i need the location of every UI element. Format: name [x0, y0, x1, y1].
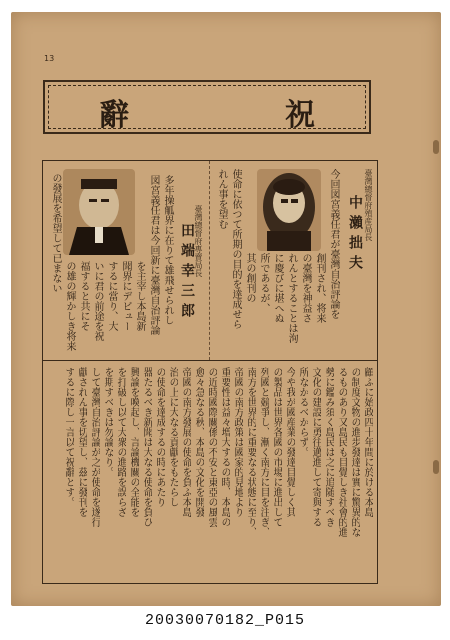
text-column: いに君の前途を祝 — [92, 261, 103, 341]
body-column: 帝國の南方政策は國家的見地より — [232, 367, 243, 517]
body-column: 所なかるべからず。 — [297, 367, 308, 457]
text-column: 今回図宮義任君が臺灣自治評論を — [328, 169, 339, 319]
text-column: 多年操觚界に在りて雄飛せられし — [162, 175, 173, 325]
binding-hole — [433, 140, 439, 154]
person-name: 田端幸三郎 — [179, 223, 195, 323]
text-column: を主宰し本島新 — [134, 261, 145, 331]
text-column: に慶びに堪へぬ — [272, 253, 283, 323]
body-column: するに際し一言以て祝辭とす。 — [63, 367, 74, 507]
catalog-label: 20030070182_P015 — [144, 612, 306, 629]
divider-horizontal — [43, 360, 377, 361]
title-box — [43, 80, 371, 134]
text-column: 創刊され、将来 — [314, 253, 325, 323]
body-column: の近時國際關係の不安と東亞の風雲 — [206, 367, 217, 527]
body-column: を打破し以て大衆の進路を誤らざ — [115, 367, 126, 517]
text-column: れん事を望む — [216, 169, 227, 229]
portrait-photo — [63, 169, 135, 255]
body-column: 器たるべき新聞は大なる使命を負ひ — [141, 367, 152, 527]
portrait-photo — [257, 169, 321, 251]
title-char-right: 祝 — [285, 98, 315, 133]
body-column: 獻されん事を切望し、茲に發刊を — [76, 367, 87, 517]
divider-vertical — [209, 161, 210, 360]
text-column: の發展を希望して已まない — [50, 173, 61, 293]
text-column: するに當り、大 — [106, 261, 117, 331]
body-column: 治の上に大なる貢獻をもたらし — [167, 367, 178, 507]
body-column: 勢に鑑み須く島民は之に追随すべき — [323, 367, 334, 527]
person-role: 臺灣總督府專賣局長 — [194, 205, 203, 277]
body-column: 愈々急なる秋、本島の文化を開發 — [193, 367, 204, 517]
body-column: 興論を喚起し、言論機關の全能を — [128, 367, 139, 517]
text-column: の雄の輝かしき将来 — [64, 261, 75, 351]
body-column: るものあり又島民も目覺しき社會的進 — [336, 367, 347, 537]
body-column: 顧ふに始政四十年間に於ける本島 — [362, 367, 373, 517]
text-column: 所であるが、 — [258, 253, 269, 313]
text-column: の臺灣を神益さ — [300, 253, 311, 323]
body-column: を期すべきは勿論なり。 — [102, 367, 113, 477]
body-column: の製品は世界各國の市場に進出して — [271, 367, 282, 527]
person-role: 臺灣總督府殖産局長 — [364, 169, 373, 241]
binding-hole — [433, 460, 439, 474]
body-column: 列國と競爭し、漸く南方に目を注ぎ、 — [258, 367, 269, 537]
text-column: 福すると共にそ — [78, 261, 89, 331]
body-column: 今や我が國産業の發達目覺しく其 — [284, 367, 295, 517]
title-char-left: 辭 — [99, 98, 129, 133]
body-column: の使命を達成するの時にあたり — [154, 367, 165, 507]
body-column: 文化の建設に勇往邁進して寄與する — [310, 367, 321, 527]
body-column: 南方を世界的に重要なる状態に至り、 — [245, 367, 256, 537]
text-column: 聞界にデビュー — [120, 261, 131, 331]
page-number: 13 — [44, 54, 55, 63]
person-name: 中瀨拙夫 — [347, 195, 363, 275]
main-box — [42, 160, 378, 584]
text-column: れんとすることは洵 — [286, 253, 297, 343]
text-column: 使命に依つて所期の目的を達成せら — [230, 169, 241, 329]
text-column: 図宮義任君は今回新に臺灣自治評論 — [148, 175, 159, 335]
body-column: して臺灣自治評論が之が使命を遂行 — [89, 367, 100, 527]
text-column: 其の創刊の — [244, 253, 255, 303]
body-column: 帝國の南方發展の使命を負ふ本島 — [180, 367, 191, 517]
body-column: 重要性は益々増大するの時、本島の — [219, 367, 230, 527]
body-column: の制度文物の進歩發達は實に驚異的な — [349, 367, 360, 537]
